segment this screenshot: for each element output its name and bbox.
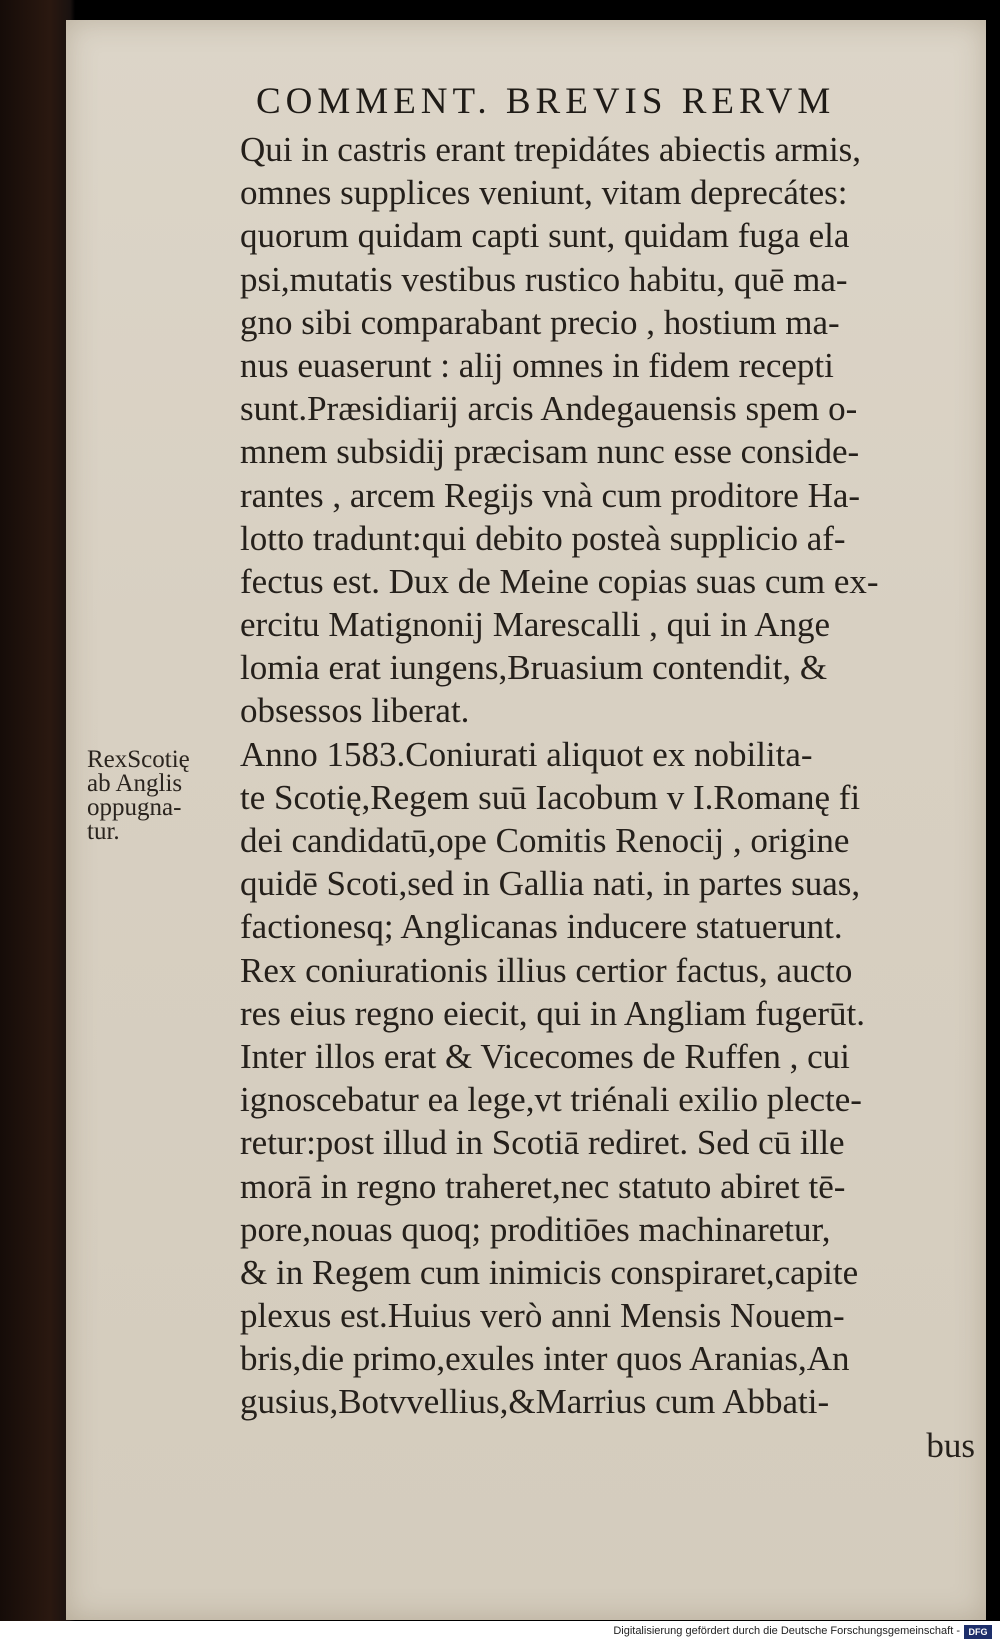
body-text [240, 128, 975, 1467]
text-line: retur:post illud in Scotiā rediret. Sed cū ille [240, 1123, 845, 1163]
dfg-logo: DFG [964, 1625, 992, 1639]
text-line: factionesq; Anglicanas inducere statuerunt. [240, 907, 843, 947]
text-line: sunt.Præsidiarij arcis Andegauensis spem o- [240, 389, 858, 429]
text-line: Rex coniurationis illius certior factus, aucto [240, 950, 853, 990]
margin-note [87, 748, 237, 844]
text-line: Inter illos erat & Vicecomes de Ruffen , cui [240, 1036, 850, 1076]
catchword: bus [926, 1425, 975, 1465]
text-line: morā in regno traheret,nec statuto abiret tē- [240, 1166, 846, 1206]
text-line: fectus est. Dux de Meine copias suas cum ex- [240, 561, 879, 601]
text-line: gno sibi comparabant precio , hostium ma- [240, 302, 840, 342]
text-line: rantes , arcem Regijs vnà cum proditore Ha- [240, 475, 861, 515]
text-line: & in Regem cum inimicis conspiraret,capite [240, 1252, 859, 1292]
text-line: Anno 1583.Coniurati aliquot ex nobilita- [240, 734, 813, 774]
margin-note-line: tur. [87, 818, 120, 845]
text-line: gusius,Botvvellius,&Marrius cum Abbati- [240, 1382, 830, 1422]
text-line: lotto tradunt:qui debito posteà supplicio af- [240, 518, 846, 558]
footer-credit: Digitalisierung gefördert durch die Deutsche Forschungsgemeinschaft - [613, 1625, 960, 1637]
text-line: pore,nouas quoq; proditiōes machinaretur, [240, 1209, 831, 1249]
text-line: omnes supplices veniunt, vitam deprecátes: [240, 173, 848, 213]
margin-note-line: RexScotię [87, 746, 190, 773]
footer-bar [0, 1621, 1000, 1645]
text-line: lomia erat iungens,Bruasium contendit, & [240, 648, 828, 688]
text-line: bris,die primo,exules inter quos Aranias,An [240, 1339, 850, 1379]
running-head: COMMENT. BREVIS RERVM [256, 81, 836, 122]
text-line: quorum quidam capti sunt, quidam fuga ela [240, 216, 850, 256]
margin-note-line: ab Anglis [87, 770, 183, 797]
text-line: quidē Scoti,sed in Gallia nati, in partes suas, [240, 864, 861, 904]
text-line: nus euaserunt : alij omnes in fidem recepti [240, 345, 834, 385]
text-line: res eius regno eiecit, qui in Angliam fugerūt. [240, 993, 865, 1033]
margin-note-line: oppugna- [87, 794, 182, 821]
text-line: dei candidatū,ope Comitis Renocij , origine [240, 821, 850, 860]
text-line: obsessos liberat. [240, 691, 470, 731]
text-line: ercitu Matignonij Marescalli , qui in Ange [240, 605, 831, 645]
text-line: Qui in castris erant trepidátes abiectis armis, [240, 130, 862, 169]
text-line: mnem subsidij præcisam nunc esse conside- [240, 432, 860, 472]
text-line: ignoscebatur ea lege,vt triénali exilio plecte- [240, 1080, 862, 1120]
text-line: plexus est.Huius verò anni Mensis Nouem- [240, 1296, 845, 1336]
text-line: psi,mutatis vestibus rustico habitu, quē ma- [240, 259, 848, 299]
text-line: te Scotię,Regem suū Iacobum v I.Romanę fi [240, 777, 861, 817]
